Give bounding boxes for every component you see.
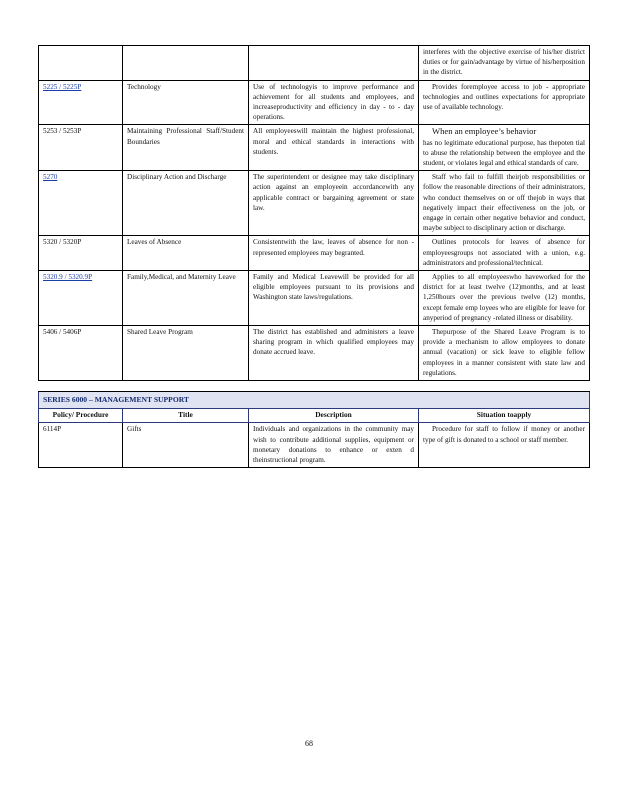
policy-number: 6114P — [39, 423, 123, 468]
policy-number-cell — [39, 125, 123, 171]
table-row — [39, 171, 590, 236]
policy-number-cell — [39, 80, 123, 125]
continuation-situation: interferes with the objective exercise of his/her district duties or for gain/advantage by virtue of his/herposition in the district. — [419, 46, 590, 81]
situation-lead: When an employee’s behavior — [432, 126, 537, 137]
policy-situation — [419, 171, 590, 236]
table-row — [39, 236, 590, 271]
policy-situation — [419, 423, 590, 468]
policy-description: All employeeswill maintain the highest professional, moral and ethical standards in interactions with students. — [249, 125, 419, 171]
situation-text: Procedure for staff to follow if money or another type of gift is donated to a school or staff member. — [423, 425, 585, 444]
policy-number: 5406 / 5406P — [43, 328, 82, 337]
policy-link[interactable]: 5320.9 / 5320.9P — [43, 273, 93, 282]
situation-text: has no legitimate educational purpose, has thepoten tial to abuse the relationship between the employee and the student, or violates legal and ethical standards of care. — [423, 138, 585, 168]
page-number: 68 — [305, 739, 313, 748]
policy-situation — [419, 326, 590, 381]
policy-description: The superintendent or designee may take disciplinary action against an employeein accordancewith any applicable contract or bargaining agreement or state law. — [249, 171, 419, 236]
situation-text: Applies to all employeeswho haveworked for the district for at least twelve (12)months, and at least 1,250hours over the previous twelve (12) months, except female emp loyees who are eligible for leave for anyperiod of pregnancy -related illness or disability. — [423, 273, 585, 322]
policy-number-cell — [39, 326, 123, 381]
policy-link[interactable]: 5225 / 5225P — [43, 82, 82, 91]
table-row — [39, 80, 590, 125]
policy-title: Family,Medical, and Maternity Leave — [123, 271, 249, 326]
policy-description: Individuals and organizations in the community may wish to contribute additional supplies, equipment or monetary donations to enhance or exten d theinstructional program. — [249, 423, 419, 468]
document-page — [38, 45, 589, 468]
policy-description: Consistentwith the law, leaves of absence for non - represented employees may begranted. — [249, 236, 419, 271]
header-description: Description — [249, 409, 419, 423]
situation-text: Outlines protocols for leaves of absence for employeesgroups not associated with a union, e.g. administrators and professional/technical. — [423, 238, 585, 267]
policy-title: Leaves of Absence — [123, 236, 249, 271]
policy-number: 5320 / 5320P — [43, 238, 82, 247]
series-header — [39, 392, 590, 409]
column-header-row — [39, 409, 590, 423]
policy-number-cell — [39, 171, 123, 236]
policy-situation — [419, 80, 590, 125]
table-row — [39, 271, 590, 326]
policy-title: Gifts — [123, 423, 249, 468]
policy-title: Technology — [123, 80, 249, 125]
policy-title: Shared Leave Program — [123, 326, 249, 381]
policy-description: The district has established and administers a leave sharing program in which qualified employees may donate accrued leave. — [249, 326, 419, 381]
policy-number-cell — [39, 271, 123, 326]
policy-number: 5253 / 5253P — [43, 127, 82, 136]
continuation-row — [39, 46, 590, 81]
policy-situation — [419, 236, 590, 271]
policy-situation — [419, 271, 590, 326]
policy-title: Maintaining Professional Staff/Student Boundaries — [123, 125, 249, 171]
table-row — [39, 326, 590, 381]
policy-title: Disciplinary Action and Discharge — [123, 171, 249, 236]
situation-text: Provides foremployee access to job - appropriate technologies and outlines expectations for appropriate use of available technology. — [423, 82, 585, 112]
situation-text: Staff who fail to fulfill theirjob responsibilities or follow the reasonable directions of their administrators, who conduct themselves on or off thejob in ways that negatively impact their effectiveness on the job, or engage in certain other negative behavior and conduct, maybe subject to disciplinary action or discharge. — [423, 173, 585, 233]
policy-link[interactable]: 5270 — [43, 173, 58, 182]
series-label: SERIES 6000 – MANAGEMENT SUPPORT — [39, 392, 590, 409]
situation-text: Thepurpose of the Shared Leave Program is to provide a mechanism to allow employees to donate annual (vacation) or sick leave to eligible fellow employees in a manner consistent with state law and regulations. — [423, 328, 585, 377]
policy-table — [38, 45, 590, 468]
header-title: Title — [123, 409, 249, 423]
policy-description: Family and Medical Leavewill be provided for all eligible employees pursuant to its provisions and Washington state laws/regulations. — [249, 271, 419, 326]
policy-situation — [419, 125, 590, 171]
header-situation: Situation toapply — [419, 409, 590, 423]
policy-description: Use of technologyis to improve performance and achievement for all students and employees, and increaseproductivity and efficiency in day - to - day operations. — [249, 80, 419, 125]
header-policy: Policy/ Procedure — [39, 409, 123, 423]
policy-number-cell — [39, 236, 123, 271]
table-row — [39, 125, 590, 171]
table-row — [39, 423, 590, 468]
